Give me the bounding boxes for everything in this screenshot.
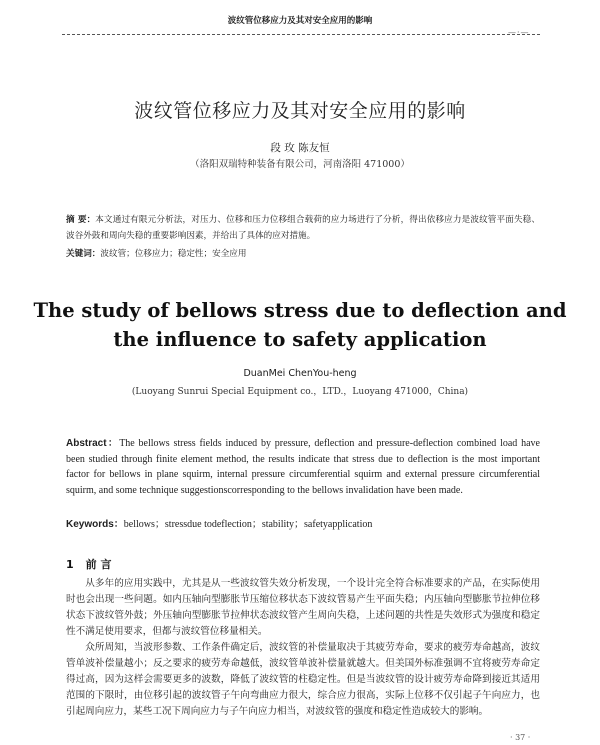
header-right-mark: —·—	[508, 28, 530, 37]
english-abstract-label: Abstract：	[66, 438, 120, 449]
page-number: · 37 ·	[510, 733, 531, 742]
english-abstract-text: The bellows stress fields induced by pressure, deflection and pressure-deflection combined load have been studied through finite element method, the results indicate that stress due to deflection is the most important factor for bellows in plane squirm, internal pressure circumferential squirm and external pressure circumferential squirm, and some technique suggestionscorresponding to the bellows invalidation have been made.	[66, 438, 540, 496]
running-header-title: 波纹管位移应力及其对安全应用的影响	[227, 16, 373, 26]
chinese-affiliation: （洛阳双瑞特种装备有限公司，河南洛阳 471000）	[190, 159, 410, 170]
english-keywords-text: bellows；stressdue todeflection；stability；safetyapplication	[123, 519, 373, 530]
chinese-abstract	[66, 212, 540, 244]
english-title: The study of bellows stress due to deflection and the influence to safety application	[33, 299, 567, 351]
chinese-abstract-label: 摘 要：	[66, 215, 96, 225]
section-heading	[66, 556, 112, 572]
body-paragraph: 众所周知，当波形参数、工作条件确定后，波纹管的补偿量取决于其疲劳寿命，要求的疲劳寿命越高，波纹管单波补偿量越小；反之要求的疲劳寿命越低，波纹管单波补偿量就越大。但美国外标准强调不宜将疲劳寿命定得过高，因为这样会需要更多的波数，降低了波纹管的柱稳定性。但是当波纹管的设计疲劳寿命降到接近其适用范围的下限时，由位移引起的波纹管子午向弯曲应力很大，综合应力很高，实际上位移不仅引起子午向应力，也引起周向应力，某些工况下周向应力与子午向应力相当，对波纹管的强度和稳定性造成较大的影响。	[66, 642, 540, 717]
chinese-abstract-text: 本文通过有限元分析法，对压力、位移和压力位移组合载荷的应力场进行了分析，得出依移应力是波纹管平面失稳、波谷外鼓和周向失稳的重要影响因素，并给出了具体的应对措施。	[66, 215, 540, 241]
chinese-keywords	[66, 247, 540, 259]
english-authors: DuanMei ChenYou-heng	[243, 368, 357, 379]
chinese-title: 波纹管位移应力及其对安全应用的影响	[134, 100, 466, 122]
english-keywords-label: Keywords：	[66, 519, 124, 530]
chinese-keywords-label: 关键词：	[66, 249, 101, 259]
english-affiliation: (Luoyang Sunrui Special Equipment co.，LTD.，Luoyang 471000，China)	[131, 387, 469, 397]
english-keywords	[66, 515, 540, 530]
body-paragraph: 从多年的应用实践中，尤其是从一些波纹管失效分析发现，一个设计完全符合标准要求的产品，在实际使用时也会出现一些问题。如内压轴向型膨胀节压缩位移状态下波纹管易产生平面失稳；内压轴向型膨胀节拉伸位移状态下波纹管外鼓；外压轴向型膨胀节拉伸状态波纹管产生周向失稳，上述问题的共性是失效形式为强度和稳定性不满足使用要求，但都与波纹管位移量相关。	[66, 578, 540, 637]
chinese-authors: 段 玫 陈友恒	[270, 142, 330, 154]
section-title: 前 言	[85, 558, 112, 571]
header-rule	[62, 34, 540, 35]
section-body	[66, 576, 540, 720]
chinese-keywords-text: 波纹管；位移应力；稳定性；安全应用	[100, 249, 247, 259]
english-abstract	[66, 436, 540, 498]
section-number: 1	[66, 558, 74, 571]
